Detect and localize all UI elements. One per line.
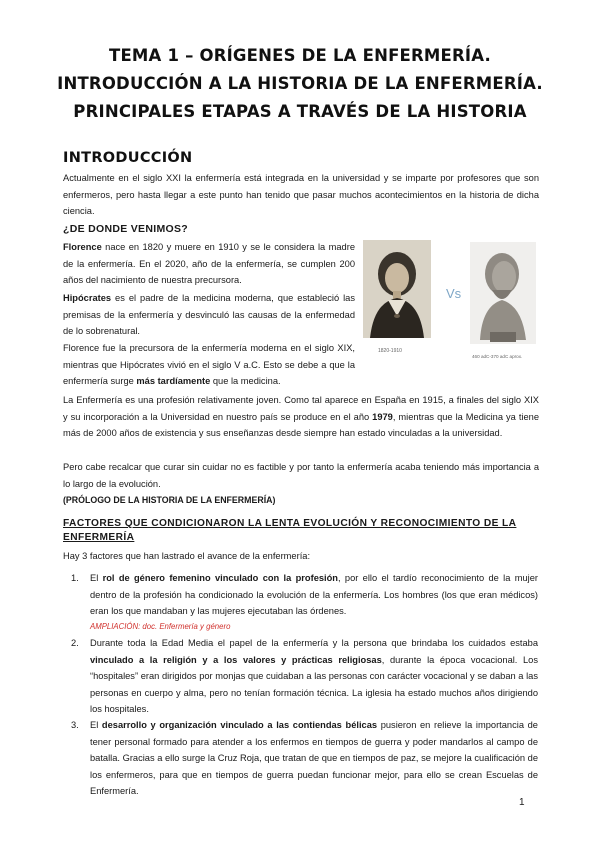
prologo-label: (PRÓLOGO DE LA HISTORIA DE LA ENFERMERÍA) xyxy=(63,495,276,505)
hipocrates-bust-image xyxy=(470,242,536,344)
factores-heading: FACTORES QUE CONDICIONARON LA LENTA EVOLUCIÓN Y RECONOCIMIENTO DE LA ENFERMERÍA xyxy=(63,518,517,543)
factor-item-2: 2. Durante toda la Edad Media el papel de la enfermería y la persona que brindaba los cuidados estaba vinculado a la religión y a los valores y prácticas religiosas, durante la época vocacional. Los “hospitales” eran dirigidos por monjas que cuidaban a las personas con carácter vocacional y se daban a las personas en cuerpo y alma, pero no tenían formación técnica. La iglesia ha estado muchos años dirigiendo los hospitales. xyxy=(90,635,538,718)
history-paragraph: La Enfermería es una profesión relativamente joven. Como tal aparece en España en 1915, a finales del siglo XIX y su incorporación a la Universidad en nuestro país se produce en el año 1979, mientras que la Medicina ya tiene más de 2000 años de existencia y sus enseñanzas desde siempre han estado vinculadas a la universidad. xyxy=(63,395,539,438)
list-number: 3. xyxy=(71,720,79,730)
comparison-paragraph: Florence fue la precursora de la enfermería moderna en el siglo XIX, mientras que Hipócrates vivió en el siglo V a.C. Esto se debe a que la enfermería surge más tardíamente que la medicina. xyxy=(63,343,355,386)
figure-graphic xyxy=(360,236,540,364)
donde-heading: ¿DE DONDE VENIMOS? xyxy=(63,223,188,235)
ampliacion-note: AMPLIACIÓN: doc. Enfermería y género xyxy=(90,621,231,631)
factor-item-3: 3. El desarrollo y organización vinculado a las contiendas bélicas pusieron en relieve la importancia de tener personal formado para atender a los enfermos en tiempos de guerra y poder mandarlos al campo de batalla. Gracias a ello surge la Cruz Roja, que tratan de que en tiempos de paz, se mejore la cualificación de los enfermeros, para que en tiempos de guerra puedan funcionar mejor, para ello se crean Escuelas de Enfermería. xyxy=(90,717,538,800)
caption-florence: 1820-1910 xyxy=(378,348,402,354)
title-line-2: INTRODUCCIÓN A LA HISTORIA DE LA ENFERMERÍA. xyxy=(57,74,543,93)
document-title xyxy=(40,42,560,126)
hipocrates-paragraph: Hipócrates es el padre de la medicina moderna, que estableció las premisas de la enfermería y desvinculó las causas de la enfermedad de lo sobrenatural. xyxy=(63,293,355,336)
florence-paragraph: Florence nace en 1820 y muere en 1910 y se le considera la madre de la enfermería. En el 2020, año de la enfermería, se cumplen 200 años del nacimiento de nuestra precursora. xyxy=(63,242,355,285)
list-number: 1. xyxy=(71,573,79,583)
florence-vs-hipocrates-figure xyxy=(360,236,540,364)
florence-portrait-image xyxy=(363,240,431,338)
hipocrates-name: Hipócrates xyxy=(63,293,112,303)
title-line-3: PRINCIPALES ETAPAS A TRAVÉS DE LA HISTORIA xyxy=(73,102,527,121)
florence-name: Florence xyxy=(63,242,102,252)
factores-intro: Hay 3 factores que han lastrado el avance de la enfermería: xyxy=(63,551,311,561)
intro-paragraph: Actualmente en el siglo XXI la enfermería está integrada en la universidad y se imparte por profesores que son enfermeros, pero hasta llegar a este punto han tenido que pasar muchos acontecimientos en la historia de dicha ciencia. xyxy=(63,173,539,216)
curar-cuidar-paragraph: Pero cabe recalcar que curar sin cuidar no es factible y por tanto la enfermería acaba teniendo más importancia a lo largo de la evolución. xyxy=(63,462,539,489)
caption-hipocrates: 460 adC-370 adC aprox. xyxy=(472,354,523,359)
vs-label: Vs xyxy=(446,286,462,301)
intro-heading: INTRODUCCIÓN xyxy=(63,150,193,166)
page-number: 1 xyxy=(519,797,525,808)
factor-item-1: 1. El rol de género femenino vinculado con la profesión, por ello el tardío reconocimiento de la mujer dentro de la profesión ha condicionado la evolución de la enfermería. Los hombres (los que eran médicos) eran los que mandaban y las mujeres ejecutaban las órdenes. AMPLIACIÓN: doc. Enfermería y género xyxy=(90,570,538,634)
title-line-1: TEMA 1 – ORÍGENES DE LA ENFERMERÍA. xyxy=(108,46,492,65)
list-number: 2. xyxy=(71,638,79,648)
